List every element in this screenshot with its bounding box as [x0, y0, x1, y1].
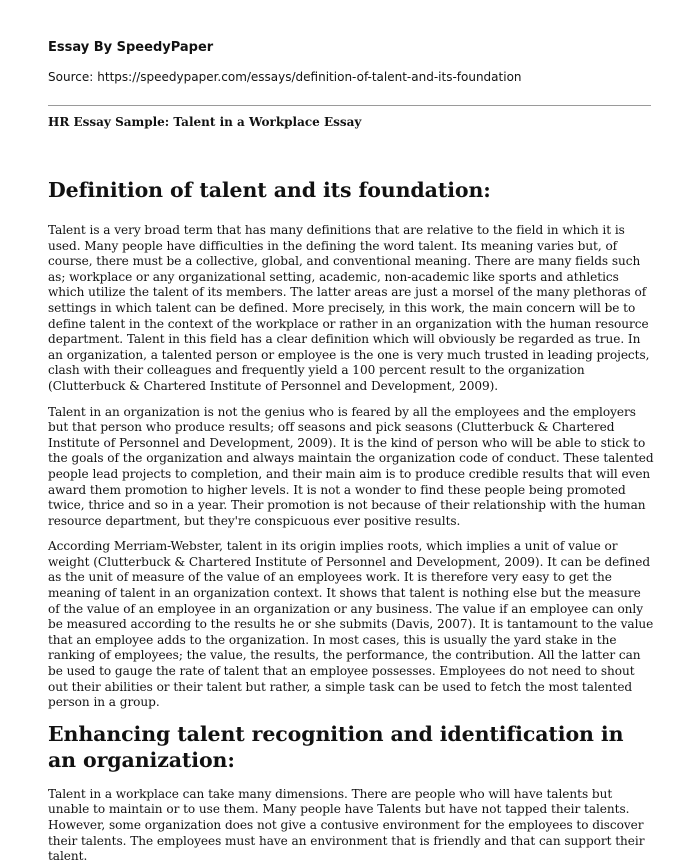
body-paragraph: According Merriam-Webster, talent in its origin implies roots, which implies a unit of value or weight (Clutterbuck & Chartered Institute of Personnel and Development, 2009). It can be defined as the unit of measure of the value of an employees work. It is therefore very easy to get the meaning of talent in an organization context. It shows that talent is nothing else but the measure of the value of an employee in an organization or any business. The value if an employee can only be measured according to the results he or she submits (Davis, 2007). It is tantamount to the value that an employee adds to the organization. In most cases, this is usually the yard stake in the ranking of employees; the value, the results, the performance, the contribution. All the latter can be used to gauge the rate of talent that an employee possesses. Employees do not need to shout out their abilities or their talent but rather, a simple task can be used to fetch the most talented person in a group.	[48, 539, 654, 710]
essay-sample-title: HR Essay Sample: Talent in a Workplace Essay	[48, 115, 362, 129]
brand-title: Essay By SpeedyPaper	[48, 40, 214, 55]
body-paragraph: Talent in an organization is not the genius who is feared by all the employees and the employers but that person who produce results; off seasons and pick seasons (Clutterbuck & Chartered Institute of Personnel and Development, 2009). It is the kind of person who will be able to stick to the goals of the organization and always maintain the organization code of conduct. These talented people lead projects to completion, and their main aim is to produce credible results that will even award them promotion to higher levels. It is not a wonder to find these people being promoted twice, thrice and so in a year. Their promotion is not because of their relationship with the human resource department, but they're conspicuous ever positive results.	[48, 404, 654, 528]
header-divider	[48, 105, 651, 106]
source-url[interactable]: https://speedypaper.com/essays/definition-of-talent-and-its-foundation	[97, 70, 522, 84]
source-label: Source:	[48, 70, 94, 84]
body-paragraph: Talent is a very broad term that has many definitions that are relative to the field in which it is used. Many people have difficulties in the defining the word talent. Its meaning varies but, of course, there must be a collective, global, and conventional meaning. There are many fields such as; workplace or any organizational setting, academic, non-academic like sports and athletics which utilize the talent of its members. The latter areas are just a morsel of the many plethoras of settings in which talent can be defined. More precisely, in this work, the main concern will be to define talent in the context of the workplace or rather in an organization with the human resource department. Talent in this field has a clear definition which will obviously be regarded as true. In an organization, a talented person or employee is the one is very much trusted in leading projects, clash with their colleagues and frequently yield a 100 percent result to the organization (Clutterbuck & Chartered Institute of Personnel and Development, 2009).	[48, 223, 650, 393]
section-heading-definition: Definition of talent and its foundation:	[48, 178, 491, 202]
section-heading-enhancing: Enhancing talent recognition and identification in an organization:	[48, 721, 624, 772]
source-line	[48, 70, 660, 85]
body-paragraph: Talent in a workplace can take many dimensions. There are people who will have talents but unable to maintain or to use them. Many people have Talents but have not tapped their talents. However, some organization does not give a contusive environment for the employees to discover their talents. The employees must have an environment that is friendly and that can support their talent.	[48, 786, 645, 864]
